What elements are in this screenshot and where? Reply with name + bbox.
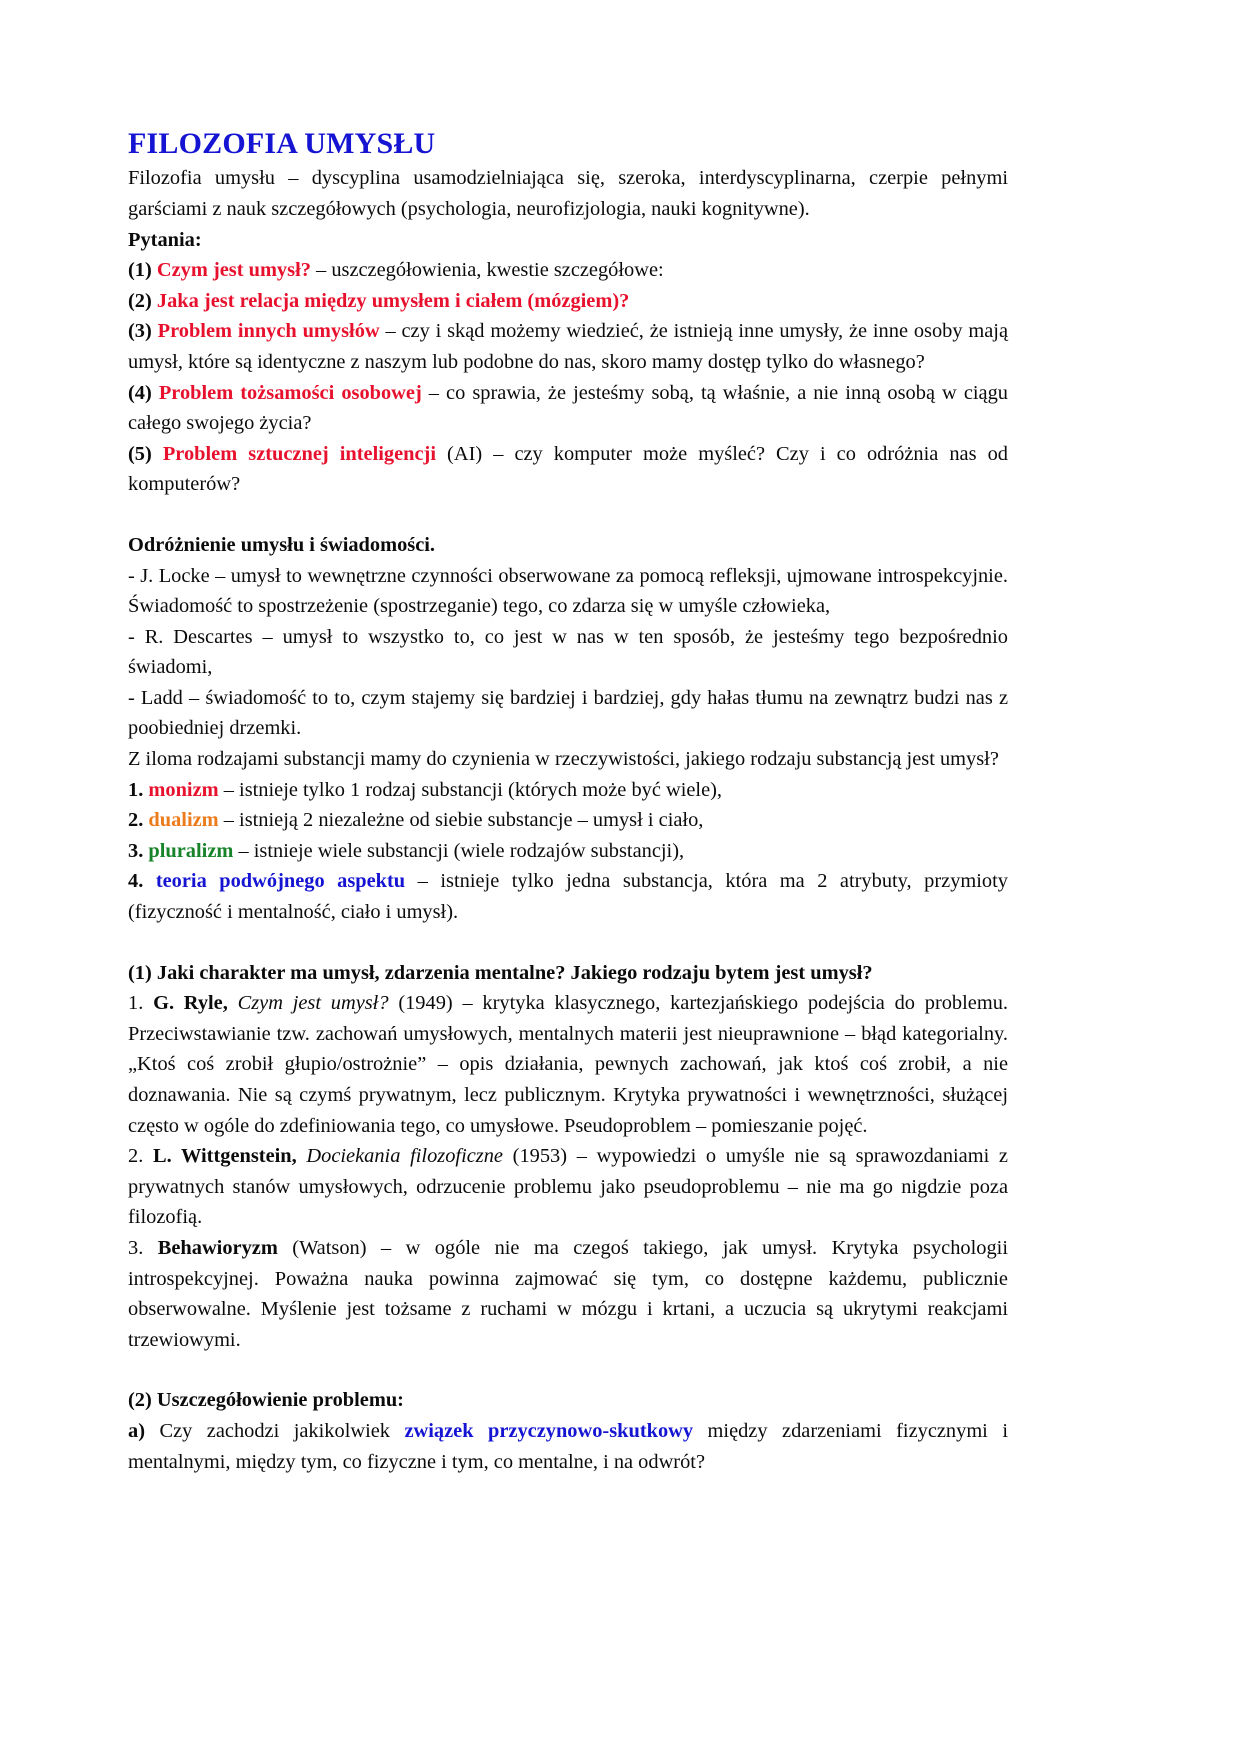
spacer-3: [128, 1355, 1008, 1385]
question-item-2: [128, 286, 1008, 317]
distinction-heading: Odróżnienie umysłu i świadomości.: [128, 533, 436, 556]
item-body-2: (1953) – wypowiedzi o umyśle nie są sprawozdaniami z prywatnych stanów umysłowych, odrzucenie problemu jako pseudoproblemu – nie ma go nigdzie poza filozofią.: [128, 1145, 1008, 1229]
item-a-after: między zdarzeniami fizycznymi i mentalnymi, między tym, co fizyczne i tym, co mentalne, i na odwrót?: [128, 1419, 1008, 1473]
question-item-5: [128, 439, 1008, 500]
substance-number-3: 3.: [128, 839, 144, 862]
document-body: [128, 128, 1008, 1477]
spacer-2: [128, 928, 1008, 958]
item-author-wittgenstein: L. Wittgenstein,: [152, 1145, 297, 1168]
substance-term-pluralizm: pluralizm: [148, 839, 234, 862]
section-one-item-1: [128, 988, 1008, 1141]
question-term-4: Problem tożsamości osobowej: [158, 381, 422, 404]
section-one-item-2: [128, 1141, 1008, 1233]
question-number-2: (2): [128, 289, 152, 312]
question-item-4: [128, 378, 1008, 439]
item-body-3: (Watson) – w ogóle nie ma czegoś takiego, jak umysł. Krytyka psychologii introspekcyjnej. Poważna nauka powinna zajmować się tym, co dostępne każdemu, publicznie obserwowalne. Myślenie jest tożsame z ruchami w mózgu i krtani, a uczucia są ukrytymi reakcjami trzewiowymi.: [128, 1236, 1008, 1351]
substance-term-monizm: monizm: [148, 778, 219, 801]
substance-item-4: [128, 866, 1008, 927]
item-label-a: a): [128, 1419, 145, 1442]
question-term-5: Problem sztucznej inteligencji: [162, 442, 436, 465]
item-a-term-zwiazek: związek przyczynowo-skutkowy: [404, 1419, 694, 1442]
question-rest-3: – czy i skąd możemy wiedzieć, że istnieją inne umysły, że inne osoby mają umysł, które są identyczne z naszym lub podobne do nas, skoro mamy dostęp tylko do własnego?: [128, 320, 1009, 373]
question-number-1: (1): [128, 259, 152, 282]
substance-item-1: [128, 775, 1008, 806]
substance-rest-1: – istnieje tylko 1 rodzaj substancji (których może być wiele),: [218, 778, 723, 801]
question-rest-4: – co sprawia, że jesteśmy sobą, tą właśnie, a nie inną osobą w ciągu całego swojego życia?: [128, 381, 1008, 435]
question-number-4: (4): [128, 381, 152, 404]
substance-question: Z iloma rodzajami substancji mamy do czynienia w rzeczywistości, jakiego rodzaju substancją jest umysł?: [128, 748, 999, 771]
question-rest-5: (AI) – czy komputer może myśleć? Czy i co odróżnia nas od komputerów?: [128, 442, 1008, 496]
section-one-heading: (1) Jaki charakter ma umysł, zdarzenia mentalne? Jakiego rodzaju bytem jest umysł?: [128, 961, 873, 984]
substance-number-2: 2.: [128, 809, 144, 832]
substance-item-3: [128, 836, 1008, 867]
intro-paragraph: Filozofia umysłu – dyscyplina usamodzielniająca się, szeroka, interdyscyplinarna, czerpie pełnymi garściami z nauk szczegółowych (psychologia, neurofizjologia, nauki kognitywne).: [128, 167, 1008, 220]
section-two-heading: (2) Uszczegółowienie problemu:: [128, 1389, 404, 1412]
page-title: FILOZOFIA UMYSŁU: [128, 127, 436, 160]
substance-term-teoria-podwojnego-aspektu: teoria podwójnego aspektu: [155, 870, 406, 893]
question-item-3: [128, 316, 1008, 377]
question-number-3: (3): [128, 320, 152, 343]
locke-entry: - J. Locke – umysł to wewnętrzne czynności obserwowane za pomocą refleksji, ujmowane introspekcyjnie. Świadomość to spostrzeżenie (spostrzeganie) tego, co zdarza się w umyśle człowieka,: [128, 564, 1008, 618]
substance-number-4: 4.: [128, 870, 144, 893]
item-author-behawioryzm: Behawioryzm: [157, 1236, 278, 1259]
item-a-before: Czy zachodzi jakikolwiek: [145, 1419, 405, 1442]
item-number-1: 1.: [128, 992, 144, 1015]
item-author-ryle: G. Ryle,: [153, 992, 228, 1015]
question-item-1: [128, 255, 1008, 286]
question-term-2: Jaka jest relacja między umysłem i ciałem (mózgiem)?: [156, 289, 630, 312]
item-number-2: 2.: [128, 1145, 144, 1168]
substance-rest-3: – istnieje wiele substancji (wiele rodzajów substancji),: [233, 839, 685, 862]
item-body-1: (1949) – krytyka klasycznego, kartezjańskiego podejścia do problemu. Przeciwstawianie tzw. zachowań umysłowych, mentalnych materii jest nieuprawnione – błąd kategorialny. „Ktoś coś zrobił głupio/ostrożnie” – opis działania, pewnych zachowań, jak ktoś coś zrobił, a nie doznawania. Nie są czymś prywatnym, lecz publicznym. Krytyka prywatności i wewnętrzności, służącej często w ogóle do zdefiniowania tego, co umysłowe. Pseudoproblem – pomieszanie pojęć.: [128, 992, 1009, 1137]
substance-rest-4: – istnieje tylko jedna substancja, która ma 2 atrybuty, przymioty (fizyczność i mentalność, ciało i umysł).: [128, 870, 1008, 924]
questions-heading: Pytania:: [128, 228, 202, 251]
ladd-entry: - Ladd – świadomość to to, czym stajemy się bardziej i bardziej, gdy hałas tłumu na zewnątrz budzi nas z poobiedniej drzemki.: [128, 686, 1008, 740]
item-work-ryle: Czym jest umysł?: [237, 992, 389, 1015]
question-term-1: Czym jest umysł?: [156, 259, 311, 282]
substance-number-1: 1.: [128, 778, 144, 801]
section-one-item-3: [128, 1233, 1008, 1355]
substance-term-dualizm: dualizm: [148, 809, 219, 832]
item-work-wittgenstein: Dociekania filozoficzne: [306, 1145, 503, 1168]
question-term-3: Problem innych umysłów: [157, 320, 380, 343]
descartes-entry: - R. Descartes – umysł to wszystko to, co jest w nas w ten sposób, że jesteśmy tego bezpośrednio świadomi,: [128, 625, 1008, 679]
item-number-3: 3.: [128, 1236, 144, 1259]
substance-rest-2: – istnieją 2 niezależne od siebie substancje – umysł i ciało,: [218, 809, 704, 832]
substance-item-2: [128, 805, 1008, 836]
spacer-1: [128, 500, 1008, 530]
section-two-item-a: [128, 1416, 1008, 1477]
question-rest-1: – uszczegółowienia, kwestie szczegółowe:: [310, 259, 664, 282]
question-number-5: (5): [128, 442, 152, 465]
